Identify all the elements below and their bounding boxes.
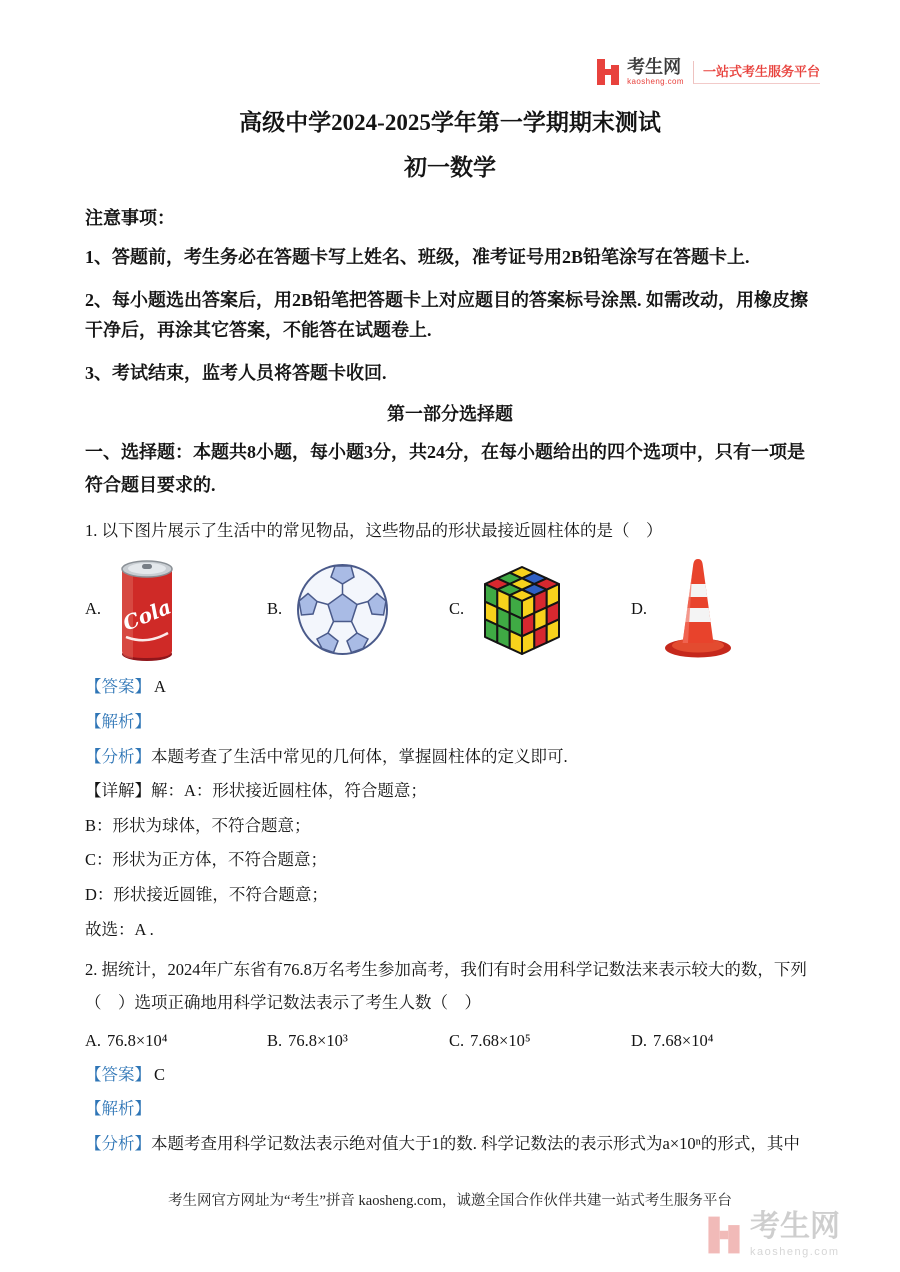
- option-c-label: C.: [449, 599, 465, 619]
- q2-option-d-label: D.: [631, 1030, 648, 1050]
- kaosheng-brand-header: [596, 58, 820, 86]
- question-2-option-d: [631, 1031, 813, 1051]
- q1-xiangjie-line-2: B：形状为球体，不符合题意；: [85, 815, 311, 835]
- page-title: 高级中学2024-2025学年第一学期期末测试: [239, 110, 661, 135]
- q2-option-c-value: 7.68×10⁵: [470, 1030, 531, 1050]
- q1-fenxi-text: 本题考查了生活中常见的几何体，掌握圆柱体的定义即可.: [151, 746, 568, 766]
- option-a-label: A.: [85, 599, 102, 619]
- svg-text:Cola: Cola: [119, 594, 175, 636]
- q2-answer-label: 【答案】: [85, 1064, 151, 1084]
- brand-text: [627, 58, 684, 86]
- brand-domain: kaosheng.com: [627, 77, 684, 86]
- question-1-option-c: [449, 555, 631, 663]
- notice-item-3: 3、考试结束，监考人员将答题卡收回.: [85, 362, 387, 383]
- q2-option-b-label: B.: [267, 1030, 283, 1050]
- question-1-option-a: [85, 555, 267, 663]
- watermark-name: 考生网: [750, 1210, 840, 1243]
- q1-xiangjie-line-1: [85, 781, 815, 802]
- option-b-label: B.: [267, 599, 283, 619]
- kaosheng-watermark-icon: [707, 1216, 741, 1254]
- question-2-option-b: [267, 1031, 449, 1051]
- footer-text: 考生网官方网址为“考生”拼音 kaosheng.com，诚邀全国合作伙伴共建一站式考生服务平台: [168, 1193, 732, 1209]
- q1-jiexi-label: 【解析】: [85, 711, 151, 731]
- q1-fenxi-label: 【分析】: [85, 746, 151, 766]
- q1-xiangjie-line-3: C：形状为正方体，不符合题意；: [85, 850, 328, 870]
- question-1-option-d: [631, 555, 813, 663]
- cola-can-image: [114, 555, 180, 663]
- page-footer: [0, 1189, 900, 1210]
- q1-xiangjie-line-4: D：形状接近圆锥，不符合题意；: [85, 885, 328, 905]
- section-intro: 一、选择题：本题共8小题，每小题3分，共24分，在每小题给出的四个选项中，只有一项是符合题目要求的.: [85, 442, 805, 495]
- kaosheng-logo-icon: [596, 59, 620, 85]
- page-subtitle: 初一数学: [404, 155, 496, 180]
- question-2-options: [85, 1031, 815, 1051]
- question-2-option-c: [449, 1031, 631, 1051]
- brand-name: 考生网: [627, 57, 682, 77]
- notice-item-1: 1、答题前，考生务必在答题卡写上姓名、班级，准考证号用2B铅笔涂写在答题卡上.: [85, 247, 750, 267]
- q2-option-a-label: A.: [85, 1030, 102, 1050]
- q1-xiangjie-text: 解：A：形状接近圆柱体，符合题意；: [151, 781, 427, 801]
- part-title: 第一部分选择题: [387, 404, 513, 425]
- question-1-option-b: [267, 555, 449, 663]
- q1-conclusion: 故选：A .: [85, 919, 154, 939]
- q1-xiangjie-label: 【详解】: [85, 781, 151, 801]
- notice-item-2: 2、每小题选出答案后，用2B铅笔把答题卡上对应题目的答案标号涂黑. 如需改动，用橡皮擦干净后，再涂其它答案，不能答在试题卷上.: [85, 289, 809, 341]
- q2-option-d-value: 7.68×10⁴: [653, 1030, 714, 1050]
- option-d-label: D.: [631, 599, 648, 619]
- q1-answer-line: [85, 677, 815, 698]
- watermark-domain: kaosheng.com: [750, 1246, 840, 1258]
- q2-fenxi-label: 【分析】: [85, 1133, 151, 1153]
- rubiks-cube-image: [477, 559, 567, 659]
- q2-fenxi-line: [85, 1134, 815, 1155]
- soccer-ball-image: [295, 562, 390, 657]
- notice-heading: 注意事项：: [85, 208, 175, 228]
- q2-option-a-value: 76.8×10⁴: [107, 1030, 168, 1050]
- watermark-text: [750, 1212, 840, 1258]
- q1-answer-label: 【答案】: [85, 677, 151, 697]
- q2-option-b-value: 76.8×10³: [288, 1030, 348, 1050]
- brand-tagline: 一站式考生服务平台: [693, 61, 820, 84]
- question-1-text: 1. 以下图片展示了生活中的常见物品，这些物品的形状最接近圆柱体的是（ ）: [85, 521, 663, 541]
- q2-jiexi-label: 【解析】: [85, 1099, 151, 1119]
- question-1-options: [85, 555, 815, 663]
- traffic-cone-image: [660, 556, 736, 662]
- q1-jiexi-line: [85, 712, 815, 733]
- question-2-text: 2. 据统计，2024年广东省有76.8万名考生参加高考，我们有时会用科学记数法来表示较大的数，下列（ ）选项正确地用科学记数法表示了考生人数（ ）: [85, 960, 807, 1012]
- q2-option-c-label: C.: [449, 1030, 465, 1050]
- question-2-option-a: [85, 1031, 267, 1051]
- q2-jiexi-line: [85, 1099, 815, 1120]
- q2-answer-line: [85, 1065, 815, 1086]
- q1-answer-value: A: [154, 677, 166, 697]
- q1-fenxi-line: [85, 747, 815, 768]
- kaosheng-watermark: [707, 1212, 840, 1258]
- q2-answer-value: C: [154, 1064, 166, 1084]
- q2-fenxi-text: 本题考查用科学记数法表示绝对值大于1的数. 科学记数法的表示形式为a×10ⁿ的形式，其中: [151, 1133, 800, 1153]
